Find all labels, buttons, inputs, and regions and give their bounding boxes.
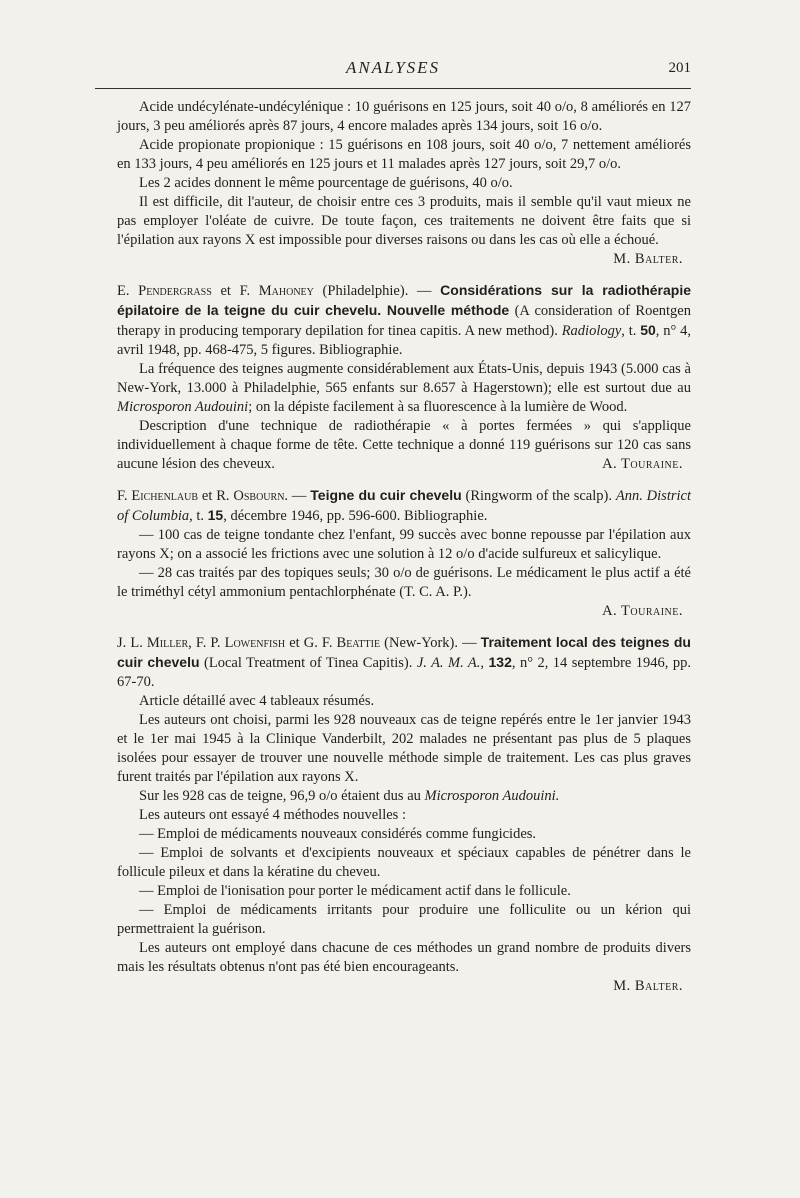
list-item: — Emploi de médicaments irritants pour produire une folliculite ou un kérion qui permettraient la guérison. bbox=[117, 902, 691, 937]
text: et bbox=[211, 283, 240, 299]
english-title: (Local Treatment of Tinea Capitis). bbox=[199, 655, 417, 671]
paragraph: Les 2 acides donnent le même pourcentage de guérisons, 40 o/o. bbox=[139, 175, 513, 191]
reference-details: , n° 2, 14 septembre 1946, pp. 67-70. bbox=[117, 655, 692, 690]
text: La fréquence des teignes augmente considérablement aux États-Unis, depuis 1943 (5.000 cas à New-York, 13.000 à Philadelphie, 565 enfants sur 8.657 à Hagerstown); elle est surtout due au bbox=[117, 361, 691, 396]
text: (Philadelphie). — bbox=[313, 283, 441, 299]
paragraph: — 28 cas traités par des topiques seuls; 30 o/o de guérisons. Le médicament le plus actif a été le triméthyl cétyl ammonium pentachlorphénate (T. C. A. P.). bbox=[117, 565, 691, 600]
reference-entry bbox=[117, 633, 691, 692]
species-name: Microsporon Audouini. bbox=[424, 788, 560, 804]
paragraph: Acide propionate propionique : 15 guérisons en 108 jours, soit 40 o/o, 7 nettement améliorés en 133 jours, 4 peu améliorés en 125 jours et 11 malades après 127 jours, soit 29,7 o/o. bbox=[117, 137, 691, 172]
text: , t. bbox=[189, 508, 208, 524]
volume: 50 bbox=[640, 322, 656, 338]
paragraph bbox=[117, 360, 691, 417]
paragraph: Les auteurs ont choisi, parmi les 928 nouveaux cas de teigne repérés entre le 1er janvier 1943 et le 1er mai 1945 à la Clinique Vanderbilt, 202 malades ne présentant pas plus de 5 plaques isolées pour essayer de trouver une nouvelle méthode simple de traitement. Les cas plus graves furent traités par l'épilation aux rayons X. bbox=[117, 712, 691, 785]
page-number: 201 bbox=[668, 60, 691, 76]
text: ; on la dépiste facilement à sa fluorescence à la lumière de Wood. bbox=[248, 399, 628, 415]
list-item: — Emploi de médicaments nouveaux considérés comme fungicides. bbox=[139, 826, 537, 842]
author-name: F. Mahoney bbox=[239, 283, 314, 299]
signature: A. Touraine. bbox=[602, 456, 683, 472]
text: et bbox=[198, 488, 217, 504]
list-item: — Emploi de solvants et d'excipients nouveaux et spéciaux capables de pénétrer dans le follicule pileux et dans la kératine du cheveu. bbox=[117, 845, 691, 880]
english-title: (Ringworm of the scalp). bbox=[461, 488, 616, 504]
paragraph bbox=[117, 417, 691, 474]
article-title: Considérations sur la radiothérapie épilatoire de la teigne du cuir chevelu. Nouvelle méthode bbox=[117, 282, 691, 318]
reference-entry bbox=[117, 486, 691, 526]
reference-entry bbox=[117, 281, 691, 360]
running-title: ANALYSES bbox=[345, 58, 441, 77]
text: . — bbox=[284, 488, 311, 504]
text: Description d'une technique de radiothérapie « à portes fermées » qui s'applique individuellement à chaque forme de tête. Cette technique a donné 119 guérisons sur 120 cas sans aucune lésion des cheveux. bbox=[117, 418, 691, 472]
author-name: J. L. Miller, F. P. Lowenfish bbox=[117, 635, 286, 651]
page-header bbox=[95, 58, 691, 92]
author-name: E. Pendergrass bbox=[117, 283, 212, 299]
paragraph: Les auteurs ont employé dans chacune de ces méthodes un grand nombre de produits divers mais les résultats obtenus n'ont pas été bien encourageants. bbox=[117, 940, 691, 975]
text: et bbox=[285, 635, 304, 651]
reference-details: , n° 4, avril 1948, pp. 468-475, 5 figures. Bibliographie. bbox=[117, 323, 691, 358]
article-title: Traitement local des teignes du cuir chevelu bbox=[117, 634, 691, 670]
signature: M. Balter. bbox=[613, 251, 683, 267]
volume: 15 bbox=[207, 507, 224, 523]
paragraph bbox=[117, 787, 691, 806]
article-body bbox=[117, 98, 691, 996]
signature: M. Balter. bbox=[613, 978, 683, 994]
paragraph: Il est difficile, dit l'auteur, de choisir entre ces 3 produits, mais il semble qu'il vaut mieux ne pas employer l'oléate de cuivre. De toute façon, ces traitements ne doivent être faits que si l'épilation aux rayons X est impossible pour diverses raisons ou dans les cas où elle a échoué. bbox=[117, 194, 691, 248]
text: , t. bbox=[621, 323, 641, 339]
article-title: Teigne du cuir chevelu bbox=[310, 487, 462, 503]
signature: A. Touraine. bbox=[602, 603, 683, 619]
english-title: (A consideration of Roentgen therapy in producing temporary depilation for tinea capitis. A new method). bbox=[117, 303, 691, 339]
paragraph: Article détaillé avec 4 tableaux résumés. bbox=[139, 693, 375, 709]
header-rule bbox=[95, 88, 691, 89]
author-name: G. F. Beattie bbox=[303, 635, 381, 651]
text: (New-York). — bbox=[380, 635, 481, 651]
paragraph: — 100 cas de teigne tondante chez l'enfant, 99 succès avec bonne repousse par l'épilation aux rayons X; on a associé les frictions avec une solution à 12 o/o d'acide sulfureux et salicylique. bbox=[117, 527, 691, 562]
journal-name: Ann. District of Columbia bbox=[117, 488, 691, 524]
volume: 132 bbox=[488, 654, 512, 670]
paragraph: Les auteurs ont essayé 4 méthodes nouvelles : bbox=[139, 807, 406, 823]
author-name: F. Eichenlaub bbox=[117, 488, 199, 504]
list-item: — Emploi de l'ionisation pour porter le médicament actif dans le follicule. bbox=[139, 883, 571, 899]
text: Sur les 928 cas de teigne, 96,9 o/o étaient dus au bbox=[139, 788, 425, 804]
journal-name: J. A. M. A. bbox=[416, 655, 481, 671]
paragraph: Acide undécylénate-undécylénique : 10 guérisons en 125 jours, soit 40 o/o, 8 améliorés en 127 jours, 3 peu améliorés après 87 jours, 4 encore malades après 134 jours, soit 16 o/o. bbox=[117, 99, 691, 134]
author-name: R. Osbourn bbox=[216, 488, 285, 504]
journal-name: Radiology bbox=[561, 323, 622, 339]
reference-details: , décembre 1946, pp. 596-600. Bibliographie. bbox=[223, 508, 488, 524]
species-name: Microsporon Audouini bbox=[117, 399, 249, 415]
text: , bbox=[480, 655, 489, 671]
